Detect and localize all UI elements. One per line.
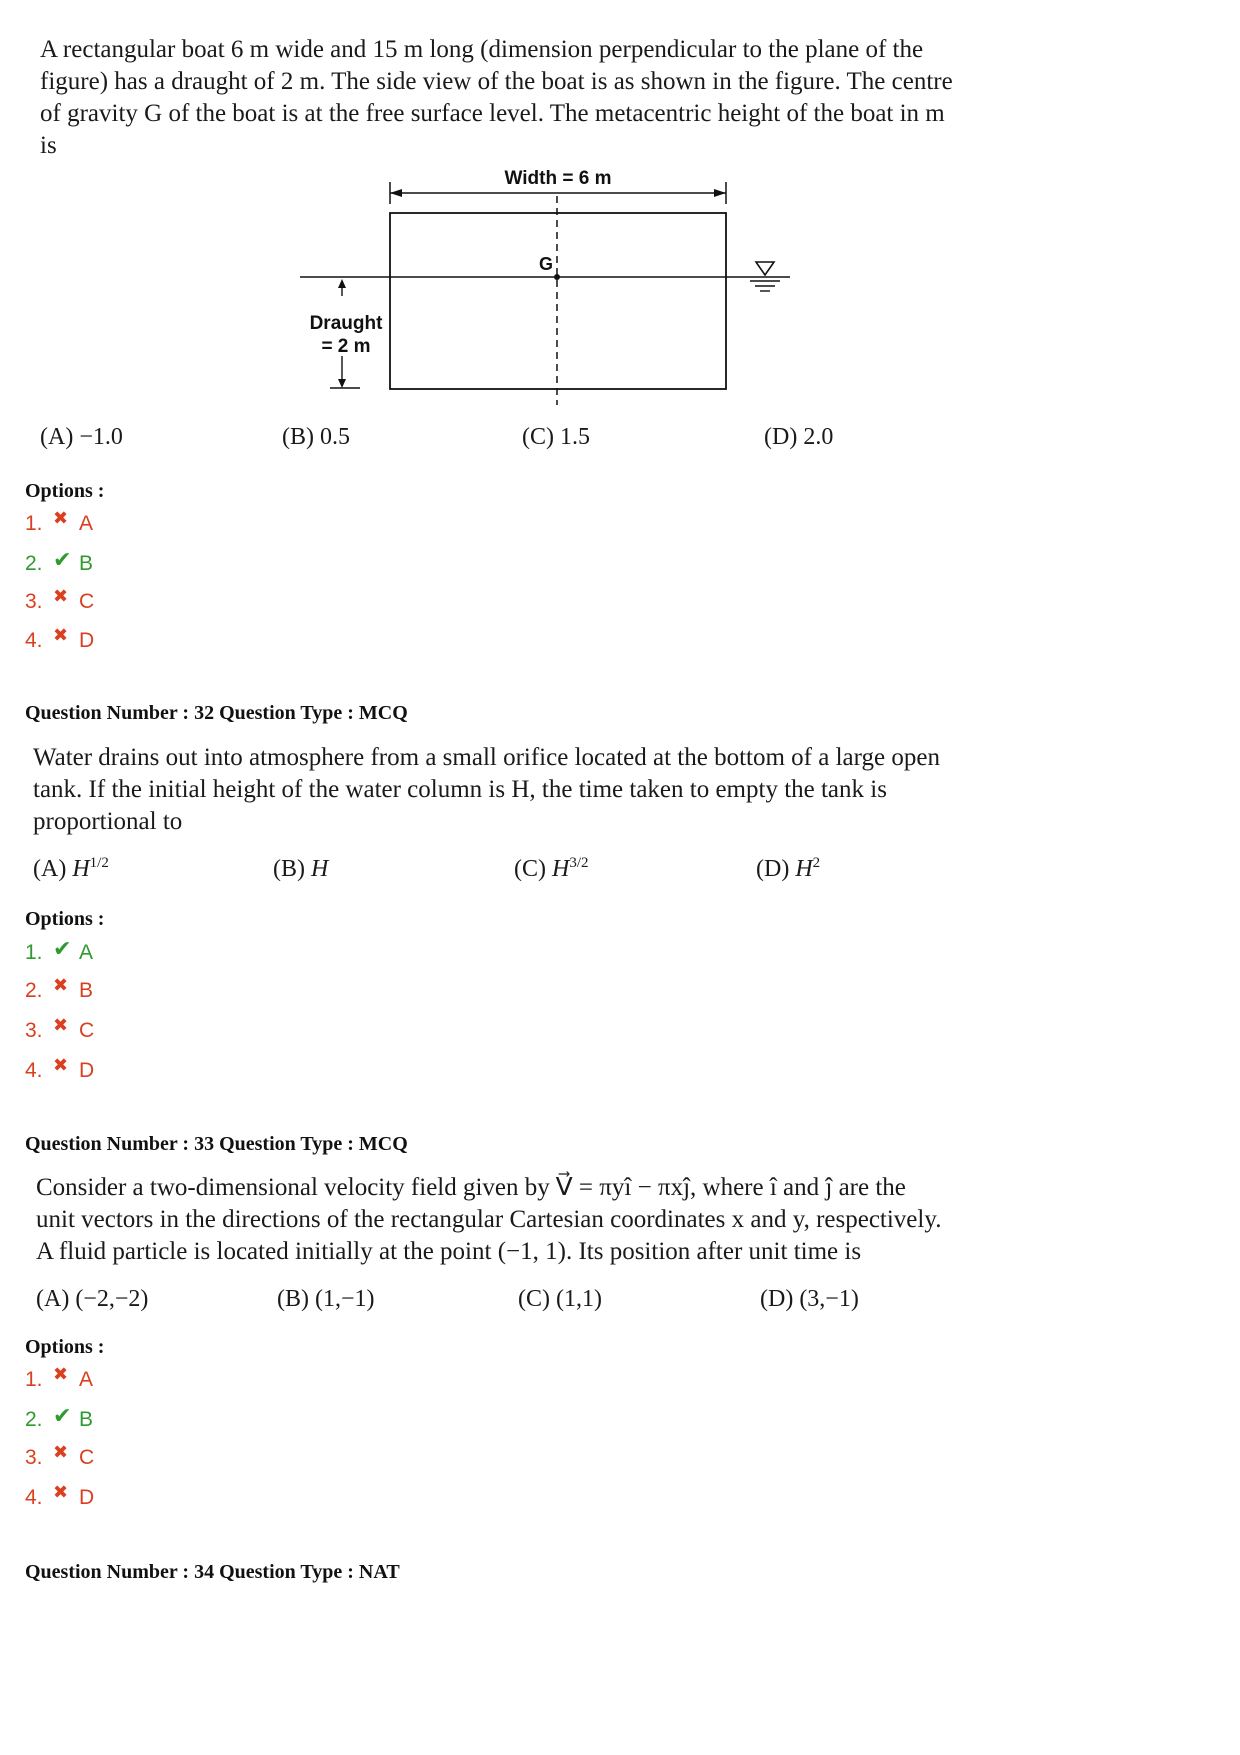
draught-arrow-down-head [338,379,346,388]
option-letter: D [79,629,95,652]
q31-choice-b: (B) 0.5 [282,424,350,450]
q33-choice-b: (B) (1,−1) [277,1286,375,1312]
cross-icon: ✖ [53,1014,69,1035]
water-level-triangle-icon [756,262,774,275]
option-letter: D [79,1486,95,1509]
q33-header: Question Number : 33 Question Type : MCQ [25,1133,408,1155]
option-number: 1. [25,512,43,535]
q31-option-4[interactable] [25,624,95,653]
choice-prefix: (D) [756,856,796,882]
q32-choice-d [756,856,820,883]
boat-rectangle [390,213,726,389]
option-letter: A [79,1368,94,1391]
width-arrow-right [714,189,726,197]
q32-option-2[interactable] [25,974,94,1003]
width-arrow-left [390,189,402,197]
option-number: 2. [25,979,43,1002]
option-letter: A [79,512,94,535]
choice-exponent: 1/2 [89,855,109,871]
q33-options-label: Options : [25,1336,105,1358]
q31-text-line: A rectangular boat 6 m wide and 15 m long (dimension perpendicular to the plane of the [40,36,924,63]
choice-base: H [72,856,90,882]
option-letter: D [79,1059,95,1082]
q31-choice-d: (D) 2.0 [764,424,834,450]
q33-question-text [36,1172,1096,1268]
cross-icon: ✖ [53,585,69,606]
q32-option-4[interactable] [25,1054,95,1083]
choice-prefix: (C) [514,856,552,882]
option-number: 4. [25,1059,43,1082]
q33-text-line: A fluid particle is located initially at the point (−1, 1). Its position after unit time is [36,1238,862,1265]
option-letter: B [79,979,94,1002]
q33-text-line: unit vectors in the directions of the rectangular Cartesian coordinates x and y, respectively. [36,1206,942,1233]
draught-label-1: Draught [309,313,383,334]
option-number: 3. [25,1019,43,1042]
choice-base: H [552,856,570,882]
check-icon: ✔ [53,547,72,572]
option-number: 2. [25,552,43,575]
q33-option-2[interactable] [25,1403,94,1433]
cross-icon: ✖ [53,1441,69,1462]
q32-choice-c [514,856,589,883]
q31-choice-a: (A) −1.0 [40,424,123,450]
q32-text-line: tank. If the initial height of the water column is H, the time taken to empty the tank is [33,776,887,803]
q31-text-line: is [40,132,57,159]
q31-option-2[interactable] [25,547,94,577]
option-letter: C [79,590,95,613]
choice-exponent: 3/2 [569,855,589,871]
g-label: G [539,254,554,274]
check-icon: ✔ [53,1403,72,1428]
q31-text-line: of gravity G of the boat is at the free surface level. The metacentric height of the boat in m [40,100,945,127]
draught-arrow-up-head [338,279,346,288]
q31-option-3[interactable] [25,585,95,614]
choice-base: H [795,856,813,882]
option-letter: C [79,1446,95,1469]
q32-choice-b [273,856,328,883]
q33-option-3[interactable] [25,1441,95,1470]
cross-icon: ✖ [53,1481,69,1502]
cross-icon: ✖ [53,507,69,528]
q32-choice-a [33,856,109,883]
width-label: Width = 6 m [504,168,612,189]
cross-icon: ✖ [53,1054,69,1075]
q33-choice-d: (D) (3,−1) [760,1286,859,1312]
option-number: 4. [25,629,43,652]
q33-option-4[interactable] [25,1481,95,1510]
cross-icon: ✖ [53,624,69,645]
option-letter: B [79,1408,94,1431]
option-letter: A [79,941,94,964]
q31-question-text [40,34,1100,162]
draught-label-2: = 2 m [321,336,371,357]
option-number: 3. [25,1446,43,1469]
q34-header: Question Number : 34 Question Type : NAT [25,1561,400,1583]
q31-text-line: figure) has a draught of 2 m. The side view of the boat is as shown in the figure. The centre [40,68,953,95]
q31-option-1[interactable] [25,507,94,536]
q31-options-label: Options : [25,480,105,502]
choice-prefix: (A) [33,856,73,882]
g-point [554,274,560,280]
q32-text-line: Water drains out into atmosphere from a small orifice located at the bottom of a large open [33,744,940,771]
q32-header: Question Number : 32 Question Type : MCQ [25,702,408,724]
choice-prefix: (B) [273,856,311,882]
cross-icon: ✖ [53,1363,69,1384]
q33-option-1[interactable] [25,1363,94,1392]
option-number: 4. [25,1486,43,1509]
option-letter: B [79,552,94,575]
q32-question-text [33,742,1093,838]
q33-text-line: Consider a two-dimensional velocity field given by V⃗ = πyî − πxĵ, where î and ĵ are the [36,1174,906,1201]
choice-exponent: 2 [812,855,821,871]
q32-options-label: Options : [25,908,105,930]
option-number: 1. [25,941,43,964]
q32-option-3[interactable] [25,1014,95,1043]
choice-base: H [311,856,329,882]
option-letter: C [79,1019,95,1042]
option-number: 3. [25,590,43,613]
q31-choice-c: (C) 1.5 [522,424,590,450]
q33-choice-c: (C) (1,1) [518,1286,602,1312]
q32-text-line: proportional to [33,808,183,835]
q33-choice-a: (A) (−2,−2) [36,1286,149,1312]
boat-figure [290,160,810,410]
cross-icon: ✖ [53,974,69,995]
check-icon: ✔ [53,936,72,961]
option-number: 2. [25,1408,43,1431]
option-number: 1. [25,1368,43,1391]
q32-option-1[interactable] [25,936,94,966]
